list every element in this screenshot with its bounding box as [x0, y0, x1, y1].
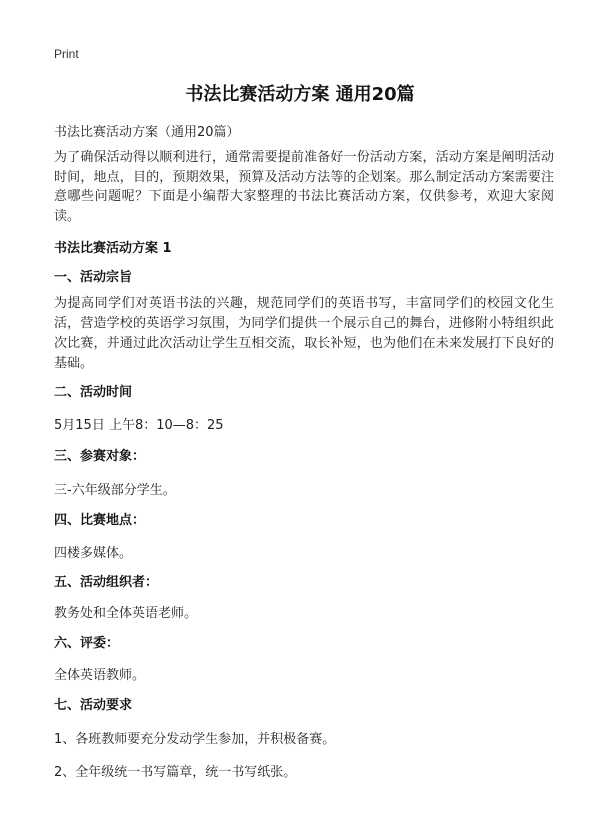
requirement-item: 1、各班教师要充分发动学生参加，并积极备赛。	[54, 732, 336, 747]
requirement-item: 2、全年级统一书写篇章，统一书写纸张。	[54, 765, 297, 780]
purpose-paragraph: 为提高同学们对英语书法的兴趣，规范同学们的英语书写，丰富同学们的校园文化生活，营造学校的英语学习氛围，为同学们提供一个展示自己的舞台，进修附小特组织此次比赛，并通过此次活动让学生互相交流，取长补短，也为他们在未来发展打下良好的基础。	[54, 296, 554, 371]
judges-heading: 六、评委：	[54, 636, 120, 651]
print-link[interactable]: Print	[54, 47, 79, 61]
intro-paragraph: 为了确保活动得以顺利进行，通常需要提前准备好一份活动方案，活动方案是阐明活动时间，地点，目的，预期效果，预算及活动方法等的企划案。那么制定活动方案需要注意哪些问题呢？下面是小编帮大家整理的书法比赛活动方案，仅供参考，欢迎大家阅读。	[54, 150, 554, 224]
time-heading: 二、活动时间	[54, 385, 133, 400]
organizers-text: 教务处和全体英语老师。	[54, 606, 198, 621]
requirements-heading: 七、活动要求	[54, 698, 133, 713]
organizers-heading: 五、活动组织者：	[54, 575, 159, 590]
time-text: 5月15日 上午8：10—8：25	[54, 418, 224, 433]
document-title: 书法比赛活动方案 通用20篇	[185, 84, 415, 105]
plan-heading: 书法比赛活动方案 1	[54, 241, 172, 256]
location-text: 四楼多媒体。	[54, 546, 133, 561]
purpose-heading: 一、活动宗旨	[54, 270, 133, 285]
document-subtitle: 书法比赛活动方案（通用20篇）	[54, 125, 240, 140]
location-heading: 四、比赛地点：	[54, 513, 146, 528]
participants-text: 三-六年级部分学生。	[54, 483, 176, 498]
participants-heading: 三、参赛对象：	[54, 449, 146, 464]
judges-text: 全体英语教师。	[54, 668, 146, 683]
